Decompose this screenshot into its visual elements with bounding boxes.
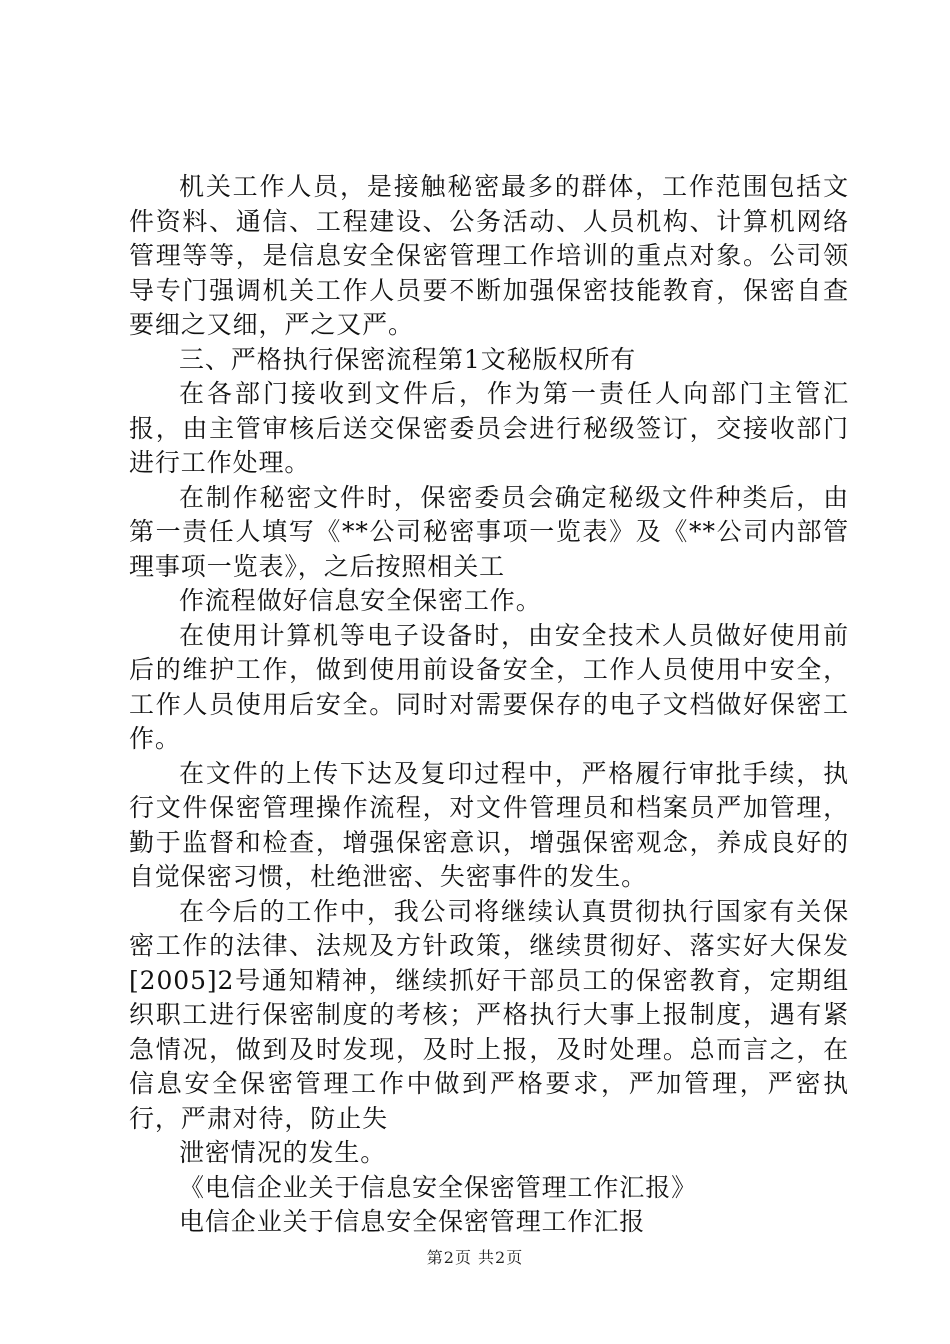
paragraph-file-transfer: 在文件的上传下达及复印过程中，严格履行审批手续，执行文件保密管理操作流程，对文件管理员和档案员严加管理，勤于监督和检查，增强保密意识，增强保密观念，养成良好的自觉保密习惯，杜绝泄密、失密事件的发生。	[129, 758, 849, 891]
paragraph-secret-file-creation: 在制作秘密文件时，保密委员会确定秘级文件种类后，由第一责任人填写《**公司秘密事项一览表》及《**公司内部管理事项一览表》，之后按照相关工	[129, 482, 849, 581]
section-heading-process: 三、严格执行保密流程第1文秘版权所有	[179, 344, 637, 374]
paragraph-staff-security: 机关工作人员，是接触秘密最多的群体，工作范围包括文件资料、通信、工程建设、公务活动、人员机构、计算机网络管理等等，是信息安全保密管理工作培训的重点对象。公司领导专门强调机关工作人员要不断加强保密技能教育，保密自查要细之又细，严之又严。	[129, 172, 849, 339]
paragraph-computer-usage: 在使用计算机等电子设备时，由安全技术人员做好使用前后的维护工作，做到使用前设备安全，工作人员使用中安全，工作人员使用后安全。同时对需要保存的电子文档做好保密工作。	[129, 620, 849, 753]
page-footer: 第2页 共2页	[426, 1248, 524, 1267]
paragraph-leak-prevention-continuation: 泄密情况的发生。	[179, 1138, 387, 1167]
document-title-quoted: 《电信企业关于信息安全保密管理工作汇报》	[179, 1172, 698, 1202]
paragraph-file-receipt: 在各部门接收到文件后，作为第一责任人向部门主管汇报，由主管审核后送交保密委员会进行秘级签订，交接收部门进行工作处理。	[129, 379, 849, 477]
paragraph-workflow-continuation: 作流程做好信息安全保密工作。	[179, 586, 542, 615]
document-body	[129, 170, 849, 1240]
paragraph-future-work: 在今后的工作中，我公司将继续认真贯彻执行国家有关保密工作的法律、法规及方针政策，继续贯彻好、落实好大保发[2005]2号通知精神，继续抓好干部员工的保密教育，定期组织职工进行保密制度的考核；严格执行大事上报制度，遇有紧急情况，做到及时发现，及时上报，及时处理。总而言之，在信息安全保密管理工作中做到严格要求，严加管理，严密执行，严肃对待，防止失	[129, 896, 849, 1133]
document-title: 电信企业关于信息安全保密管理工作汇报	[179, 1207, 646, 1236]
